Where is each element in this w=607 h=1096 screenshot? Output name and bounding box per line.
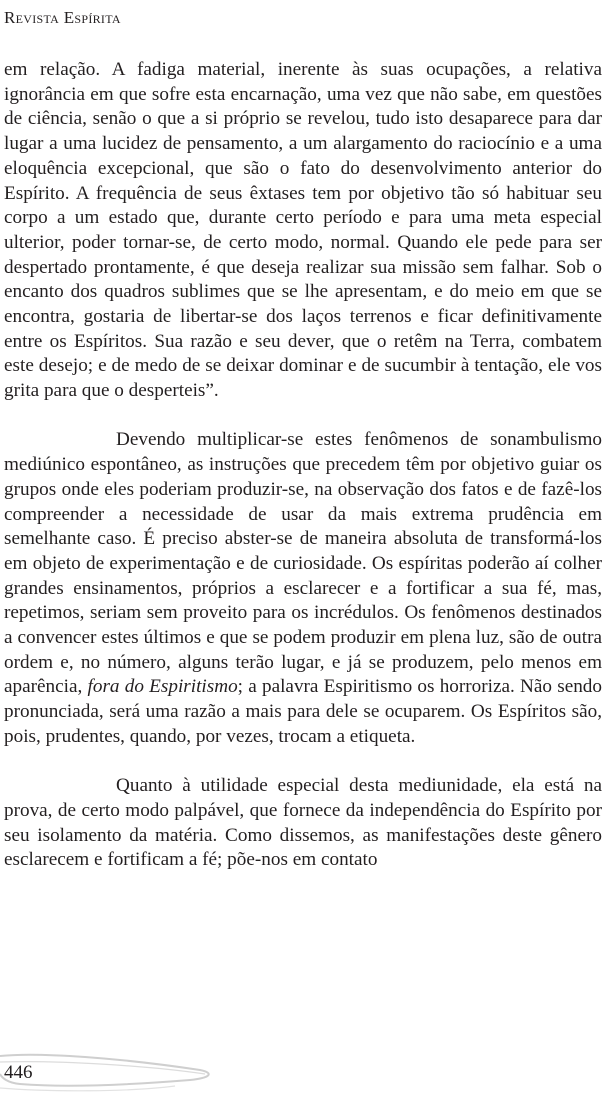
body-text — [4, 58, 602, 873]
paragraph-2-text-a: Devendo multiplicar-se estes fenômenos de sonambulismo mediúnico espontâneo, as instruções que precedem têm por objetivo guiar os grupos onde eles poderiam produzir-se, na observação dos fatos e de fazê-los compreender a necessidade de usar da mais extrema prudência em semelhante caso. É preciso abster-se de maneira absoluta de transformá-los em objeto de experimentação e de curiosidade. Os espíritas poderão aí colher grandes ensinamentos, próprios a esclarecer e a fortificar a sua fé, mas, repetimos, seriam sem proveito para os incrédulos. Os fenômenos destinados a convencer estes últimos e que se podem produzir em plena luz, são de outra ordem e, no número, alguns terão lugar, e já se produzem, pelo menos em aparência, — [4, 429, 602, 698]
paragraph-1: em relação. A fadiga material, inerente às suas ocupações, a relativa ignorância em que sofre esta encarnação, uma vez que não sabe, em questões de ciência, senão o que a si próprio se revelou, tudo isto desaparece para dar lugar a uma lucidez de pensamento, a um alargamento do raciocínio e a uma eloquência excepcional, que são o fato do desenvolvimento anterior do Espírito. A frequência de seus êxtases tem por objetivo tão só habituar seu corpo a um estado que, durante certo período e para uma meta especial ulterior, poder tornar-se, de certo modo, normal. Quando ele pede para ser despertado prontamente, é que deseja realizar sua missão sem falhar. Sob o encanto dos quadros sublimes que se lhe apresentam, e do meio em que se encontra, gostaria de libertar-se dos laços terrenos e ficar definitivamente entre os Espíritos. Sua razão e seu dever, que o retêm na Terra, combatem este desejo; e de medo de se deixar dominar e de sucumbir à tentação, ele vos grita para que o desperteis”. — [4, 59, 602, 402]
page-number: 446 — [4, 1062, 33, 1083]
paragraph-2 — [4, 428, 602, 749]
paragraph-2-italic: fora do Espiritismo — [87, 676, 238, 698]
folio-swoosh-ornament — [0, 1048, 240, 1096]
paragraph-2-text-b: ; a palavra Espiritismo os horroriza. Não sendo pronunciada, será uma razão a mais para dele se ocuparem. Os Espíritos são, pois, prudentes, quando, por vezes, trocam a etiqueta. — [4, 676, 602, 747]
paragraph-3: Quanto à utilidade especial desta mediunidade, ela está na prova, de certo modo palpável, que fornece da independência do Espírito por seu isolamento da matéria. Como dissemos, as manifestações deste gênero esclarecem e fortificam a fé; põe-nos em contato — [4, 775, 602, 871]
running-head: Revista Espírita — [4, 8, 121, 27]
